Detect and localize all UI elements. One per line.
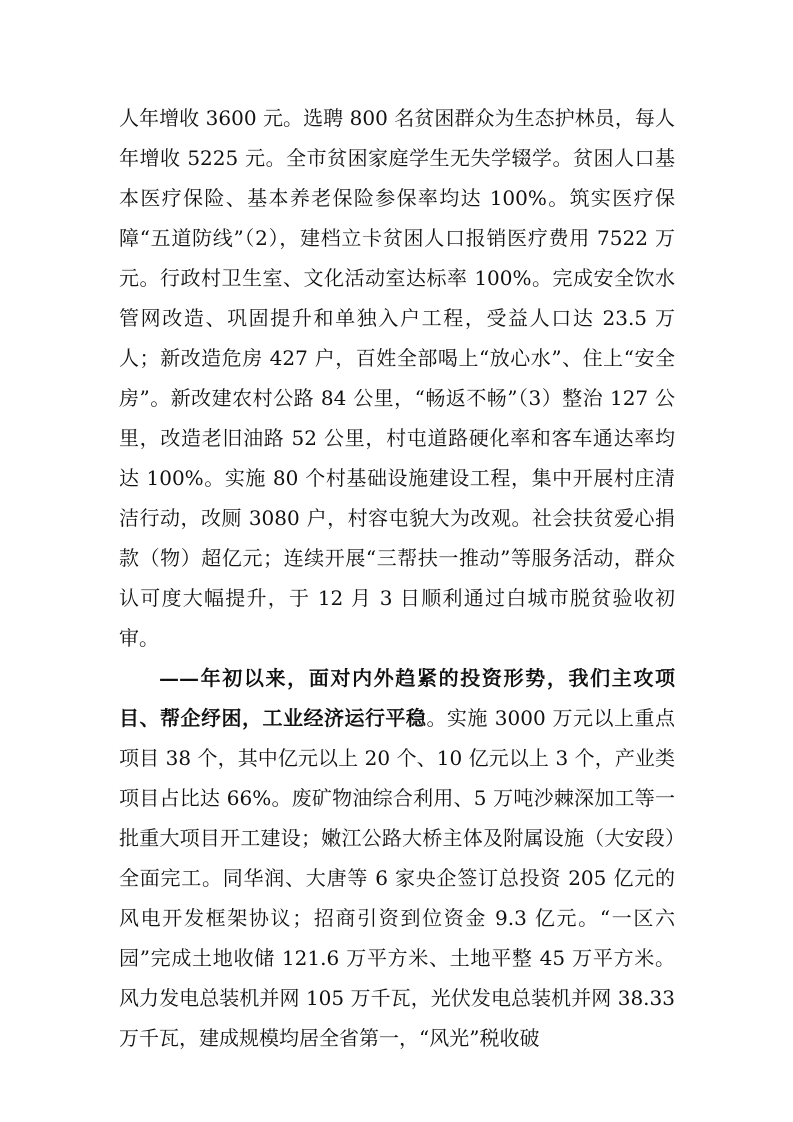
paragraph-lead-sentence: ——年初以来，面对内外趋紧的投资形势，我们主攻项目、帮企纾困，工业经济运行平稳 [119,666,675,730]
paragraph-body-text: 。实施 3000 万元以上重点项目 38 个，其中亿元以上 20 个、10 亿元以上 3 个，产业类项目占比达 66%。废矿物油综合利用、5 万吨沙棘深加工等一批重大项目开工建设；嫩江公路大桥主体及附属设施（大安段）全面完工。同华润、大唐等 6 家央企签订总投资 205 亿元的风电开发框架协议；招商引资到位资金 9.3 亿元。“一区六园”完成土地收储 121.6 万平方米、土地平整 45 万平方米。风力发电总装机并网 105 万千瓦，光伏发电总装机并网 38.33 万千瓦，建成规模均居全省第一，“风光”税收破 [119,706,676,1050]
document-body [119,98,675,1058]
paragraph-poverty-relief: 人年增收 3600 元。选聘 800 名贫困群众为生态护林员，每人年增收 5225 元。全市贫困家庭学生无失学辍学。贫困人口基本医疗保险、基本养老保险参保率均达 100%。筑实医疗保障“五道防线”（2），建档立卡贫困人口报销医疗费用 7522 万元。行政村卫生室、文化活动室达标率 100%。完成安全饮水管网改造、巩固提升和单独入户工程，受益人口达 23.5 万人；新改造危房 427 户，百姓全部喝上“放心水”、住上“安全房”。新改建农村公路 84 公里，“畅返不畅”（3）整治 127 公里，改造老旧油路 52 公里，村屯道路硬化率和客车通达率均达 100%。实施 80 个村基础设施建设工程，集中开展村庄清洁行动，改厕 3080 户，村容屯貌大为改观。社会扶贫爱心捐款（物）超亿元；连续开展“三帮扶一推动”等服务活动，群众认可度大幅提升，于 12 月 3 日顺利通过白城市脱贫验收初审。 [119,106,675,650]
paragraph-industrial-economy [119,658,675,1058]
